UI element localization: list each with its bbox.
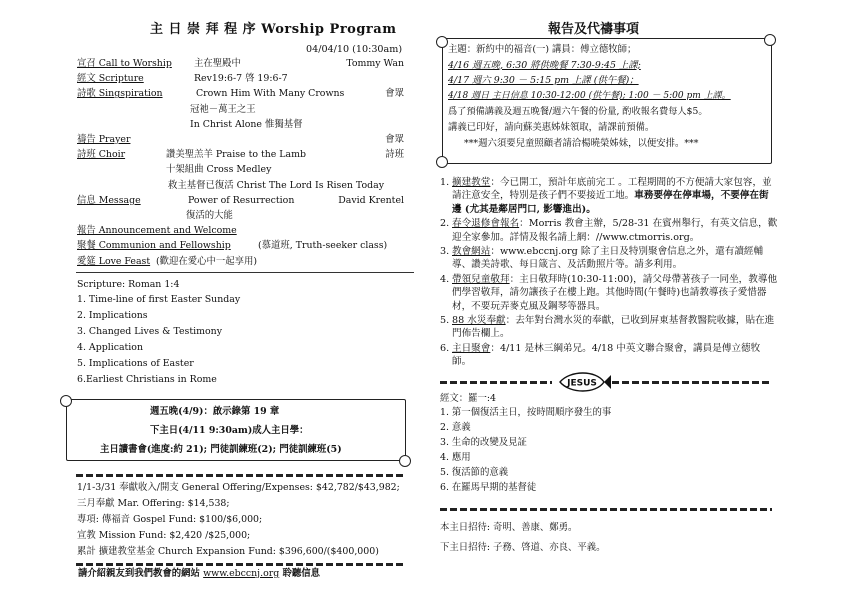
church-website-link[interactable]: www.ebccnj.org [203,568,280,579]
announcement-item [440,245,778,272]
program-item-detail: 讚美聖羔羊 Praise to the Lamb [166,149,307,161]
scroll-line-2: 下主日(4/11 9:30am)成人主日學： [150,425,309,436]
program-item-detail: 十架組曲 Cross Medley [166,164,272,176]
dashed-divider [440,508,772,511]
announcement-heading: 擴建教堂 [452,177,491,188]
website-footer [78,568,320,580]
program-item-person: 詩班 [385,149,404,161]
program-item-detail: Crown Him With Many Crowns [196,88,345,100]
announcement-item [440,217,778,244]
announcement-text: ：Morris 教會主辦，5/28-31 在賓州舉行，有英文信息，歡迎全家參加。詳情及報名請上網：//www.ctmorris.org。 [452,218,778,243]
divider [76,272,414,273]
program-item-label: 聚餐 Communion and Fellowship [77,240,231,252]
scroll-curl [399,455,411,467]
program-item-label: 宣召 Call to Worship [77,58,172,69]
announcement-item [440,314,778,341]
announcement-list [440,176,778,370]
program-item-person: David Krentel [338,194,404,206]
program-item-detail: (歡迎在愛心中一起享用) [156,255,258,267]
announcement-number: 3. [440,246,450,258]
outline-item-zh: 6. 在羅馬早期的基督徒 [440,482,537,493]
outline-item: 5. Implications of Easter [77,358,194,369]
ichthys-text: JESUS [567,378,597,389]
finance-line: 累計 擴建教堂基金 Church Expansion Fund: $396,600/($400,000) [77,546,379,557]
program-item-detail: 復活的大能 [186,210,233,221]
announcement-number: 6. [440,342,450,354]
scripture-heading: Scripture: Roman 1:4 [77,279,180,290]
finance-line: 三月奉獻 Mar. Offering: $14,538; [77,498,230,509]
program-item-label: 經文 Scripture [77,73,144,85]
worship-program-title: 主 日 崇 拜 程 序 Worship Program [150,22,397,37]
scroll-curl [60,395,72,407]
program-item-detail: (慕道班, Truth-seeker class) [258,240,388,252]
announcement-heading: 教會網站 [452,246,491,258]
scroll-line-1: 週五晚(4/9)：啟示錄第 19 章 [150,406,280,417]
announcement-item [440,273,778,313]
announcement-item [440,176,778,216]
outline-item: 2. Implications [77,310,148,321]
hosts-next-week: 下主日招待: 子務、啓道、亦良、平義。 [440,542,606,553]
scroll-curl [436,36,448,48]
ichthys-fish-icon [556,372,612,392]
program-item-label: 禱告 Prayer [77,134,131,145]
seminar-notice [448,42,766,151]
program-item-label: 詩歌 Singspiration [77,88,163,100]
program-item-detail: Power of Resurrection [188,194,295,206]
footer-suffix: 聆聽信息 [282,568,320,579]
seminar-fee: 爲了預備講義及週五晚餐/週六午餐的份量, 酌收報名費每人$5。 [448,106,708,118]
seminar-topic: 主題：新約中的福音(一) 講員：傅立德牧師； [448,44,637,55]
hosts-this-week: 本主日招待: 奇明、善康、鄭勇。 [440,522,578,533]
seminar-handout: 講義已印好，請向蘇美惠姊妹領取，請課前預備。 [448,121,655,133]
program-item-label: 愛筵 Love Feast [77,255,151,267]
program-item-label: 報告 Announcement and Welcome [77,225,237,237]
scroll-curl [436,156,448,168]
announcement-number: 2. [440,218,450,230]
announcement-emphasis: 車務要停在停車場，不要停在街邊 (尤其是鄰居門口, 影響進出)。 [452,190,769,215]
outline-item-zh: 5. 復活節的意義 [440,467,509,478]
announcement-heading: 帶領兒童敬拜 [452,273,510,285]
announcement-text: ：去年對台灣水災的奉獻，已收到屏東基督教醫院收據，貼在進門佈告欄上。 [452,315,775,340]
announcement-number: 1. [440,177,450,188]
announcement-number: 5. [440,315,450,327]
program-item-detail: 救主基督已復活 Christ The Lord Is Risen Today [168,179,384,191]
announcement-text: ：主日敬拜時(10:30-11:00)，請父母帶著孩子一同坐，教導他們學習敬拜，請勿讓孩子在樓上跑。其他時間(午餐時)也請教導孩子愛惜器材，不要玩弄麥克風及鋼琴等器具。 [452,273,778,312]
service-date: 04/04/10 (10:30am) [306,44,403,55]
outline-item: 6.Earliest Christians in Rome [77,374,217,385]
outline-item-zh: 4. 應用 [440,452,471,463]
announcements-title: 報告及代禱事項 [548,22,640,37]
finance-line: 專項: 傳福音 Gospel Fund: $100/$6,000; [77,514,263,525]
seminar-schedule-fri: 4/16 週五晚, 6:30 將供晚餐 7:30-9:45 上課; [448,59,641,71]
announcement-text: ：今已開工，預計年底前完工 。工程期間的不方便請大家包容，並請注意安全，特別是孩子們不要接近工地。 [452,177,772,202]
program-item-person: Tommy Wan [346,58,404,69]
footer-prefix: 請介紹親友到我們教會的網站 [78,568,200,579]
dashed-divider [440,381,552,384]
program-item-detail: Rev19:6-7 啓 19:6-7 [194,73,288,85]
announcement-text: ：www.ebccnj.org 除了主日及特別聚會信息之外，還有讀經輔導、讚美詩歌、每日箴言、及活動照片等。請多利用。 [452,246,764,271]
announcement-heading: 春令退修會報名 [452,218,520,230]
finance-line: 1/1-3/31 奉獻收入/開支 General Offering/Expenses: $42,782/$43,982; [77,482,400,493]
seminar-schedule-sun: 4/18 週日 主日信息 10:30-12:00 (供午餐); 1:00 － 5:00 pm 上課。 [448,90,731,101]
program-item-detail: In Christ Alone 惟獨基督 [190,118,303,130]
scroll-line-3: 主日讀書會(進度:約 21); 門徒訓練班(2); 門徒訓練班(5) [100,444,342,455]
seminar-childcare: ***週六須要兒童照顧者請洽楊曉榮姊妹，以便安排。*** [464,137,699,149]
program-item-label: 詩班 Choir [77,149,126,161]
finance-line: 宣教 Mission Fund: $2,420 /$25,000; [77,530,251,541]
program-item-detail: 主在聖殿中 [194,58,241,69]
program-item-label: 信息 Message [77,194,141,206]
dashed-divider [612,381,772,384]
program-item-detail: 冠祂－萬王之王 [190,103,256,115]
outline-item: 3. Changed Lives & Testimony [77,326,222,337]
outline-item-zh: 1. 第一個復活主日，按時間順序發生的事 [440,407,612,418]
announcement-heading: 88 水災奉獻 [452,315,506,327]
announcement-text: ：4/11 是林三綱弟兄。4/18 中英文聯合聚會，講員是傅立德牧師。 [452,342,761,368]
program-item-person: 會眾 [385,88,404,100]
announcement-heading: 主日聚會 [452,342,491,354]
dashed-divider [76,563,406,566]
dashed-divider [76,474,406,477]
announcement-item [440,342,778,369]
outline-item-zh: 2. 意義 [440,422,471,433]
outline-item-zh: 3. 生命的改變及見証 [440,437,527,448]
program-item-person: 會眾 [385,134,404,145]
outline-item: 4. Application [77,342,143,353]
scripture-heading-zh: 經文：羅一:4 [440,393,496,404]
seminar-schedule-sat: 4/17 週六 9:30 － 5:15 pm 上課 (供午餐)； [448,75,639,87]
outline-item: 1. Time-line of first Easter Sunday [77,294,241,305]
announcement-number: 4. [440,273,450,285]
